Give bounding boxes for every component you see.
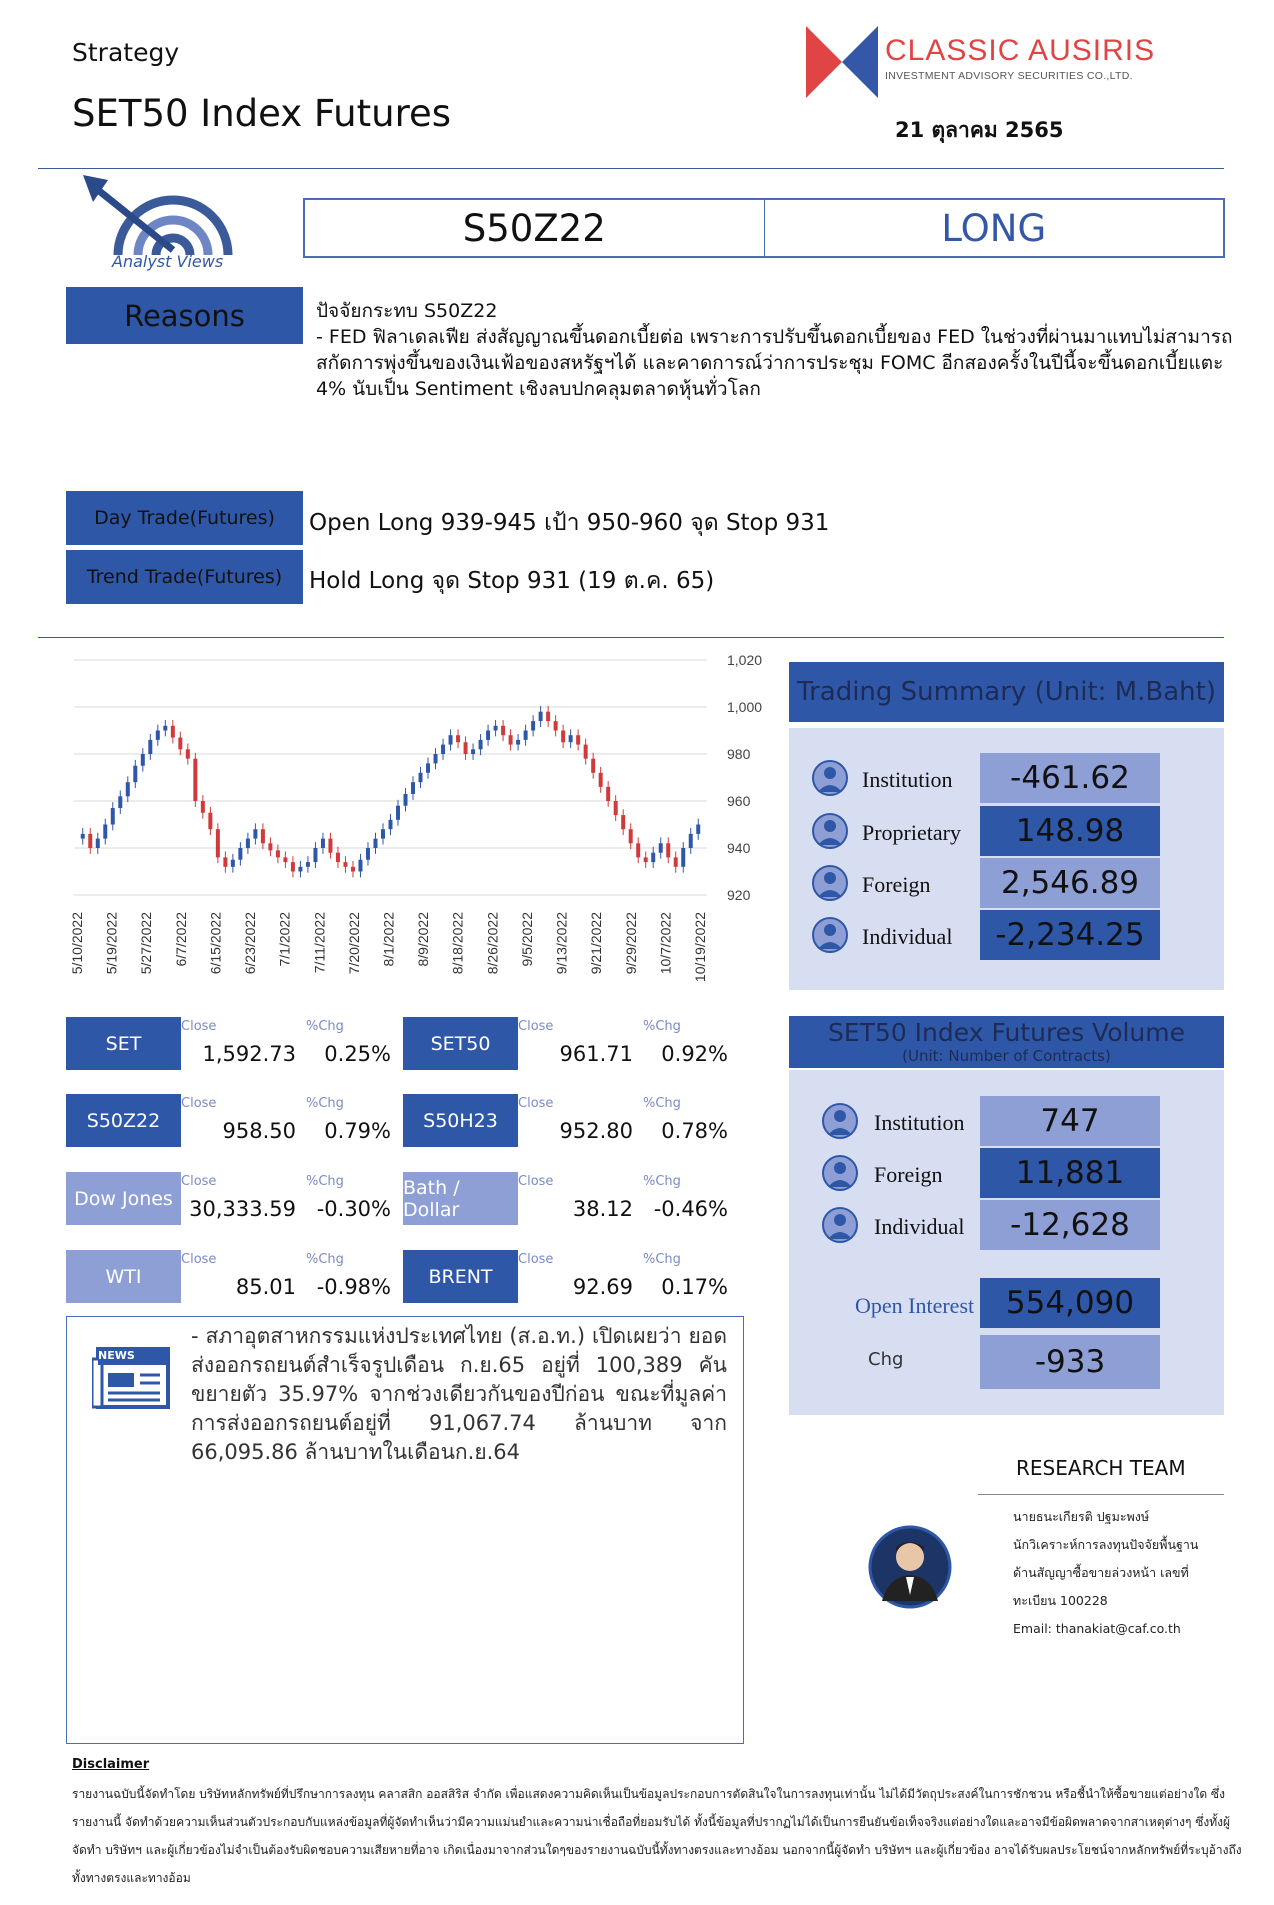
x-tick-label: 10/19/2022 xyxy=(692,912,708,983)
market-chg-value: 0.78% xyxy=(661,1119,728,1143)
x-tick-label: 5/27/2022 xyxy=(138,912,155,975)
candle-body xyxy=(471,749,475,754)
company-logo-icon xyxy=(806,26,878,98)
market-close-value: 92.69 xyxy=(572,1275,633,1299)
close-label: Close xyxy=(181,1019,217,1034)
disclaimer-title: Disclaimer xyxy=(72,1757,150,1772)
market-name-box: WTI xyxy=(66,1250,181,1303)
candle-body xyxy=(494,726,498,731)
market-close-value: 38.12 xyxy=(572,1197,633,1221)
trend-trade-label: Trend Trade(Futures) xyxy=(66,550,303,604)
day-trade-text: Open Long 939-945 เป้า 950-960 จุด Stop 931 xyxy=(309,510,830,536)
company-name: CLASSIC AUSIRIS xyxy=(885,34,1156,67)
institution-icon xyxy=(808,758,852,798)
candle-body xyxy=(524,731,528,740)
research-team-title: RESEARCH TEAM xyxy=(1016,1456,1186,1480)
x-tick-label: 8/9/2022 xyxy=(415,912,432,967)
chg-label: %Chg xyxy=(643,1096,681,1111)
market-close-value: 30,333.59 xyxy=(189,1197,296,1221)
close-label: Close xyxy=(181,1096,217,1111)
chg-label: %Chg xyxy=(306,1019,344,1034)
candle-body xyxy=(208,813,212,829)
candle-body xyxy=(246,839,250,848)
market-close-value: 1,592.73 xyxy=(202,1042,296,1066)
volume-value: 747 xyxy=(980,1096,1160,1146)
market-name-box: S50Z22 xyxy=(66,1094,181,1147)
research-divider xyxy=(978,1494,1224,1495)
candle-body xyxy=(381,829,385,838)
strategy-label: Strategy xyxy=(72,38,180,67)
candle-body xyxy=(621,815,625,829)
candle-body xyxy=(223,857,227,866)
volume-label: Foreign xyxy=(874,1162,943,1187)
close-label: Close xyxy=(518,1096,554,1111)
y-tick-label: 920 xyxy=(727,887,751,903)
candle-body xyxy=(569,735,573,742)
candle-body xyxy=(133,766,137,782)
candle-body xyxy=(531,721,535,730)
candle-body xyxy=(336,853,340,862)
trading-summary-value: -2,234.25 xyxy=(980,910,1160,960)
candle-body xyxy=(118,796,122,808)
market-chg-value: 0.92% xyxy=(661,1042,728,1066)
y-tick-label: 1,020 xyxy=(727,652,763,668)
volume-row-icon xyxy=(818,1101,862,1141)
candle-body xyxy=(103,825,107,839)
x-tick-label: 8/26/2022 xyxy=(484,912,501,975)
volume-title-box xyxy=(789,1016,1224,1068)
y-tick-label: 960 xyxy=(727,793,751,809)
close-label: Close xyxy=(518,1174,554,1189)
chg-label: Chg xyxy=(868,1349,904,1370)
report-date: 21 ตุลาคม 2565 xyxy=(895,118,1064,142)
reasons-text xyxy=(316,298,1241,402)
candle-body xyxy=(389,820,393,829)
candle-body xyxy=(298,867,302,872)
candle-body xyxy=(539,712,543,721)
x-tick-label: 5/19/2022 xyxy=(103,912,120,975)
candle-body xyxy=(178,738,182,750)
x-tick-label: 8/1/2022 xyxy=(380,912,397,967)
candle-body xyxy=(419,773,423,782)
candle-body xyxy=(659,843,663,852)
candle-body xyxy=(81,834,85,839)
open-interest-label: Open Interest xyxy=(855,1293,975,1318)
y-tick-label: 1,000 xyxy=(727,699,763,715)
candle-body xyxy=(696,825,700,834)
candle-body xyxy=(591,759,595,773)
candle-body xyxy=(171,726,175,738)
close-label: Close xyxy=(518,1252,554,1267)
trend-trade-text: Hold Long จุด Stop 931 (19 ต.ค. 65) xyxy=(309,568,715,594)
trading-summary-label: Proprietary xyxy=(862,820,961,845)
news-text: - สภาอุตสาหกรรมแห่งประเทศไทย (ส.อ.ท.) เปิดเผยว่า ยอดส่งออกรถยนต์สำเร็จรูปเดือน ก.ย.65 อยู่ที่ 100,389 คัน ขยายตัว 35.97% จากช่วงเดียวกันของปีก่อน ขณะที่มูลค่าการส่งออกรถยนต์อยู่ที่ 91,067.74 ล้านบาท จาก 66,095.86 ล้านบาทในเดือนก.ย.64 xyxy=(191,1324,727,1464)
day-trade-label: Day Trade(Futures) xyxy=(66,491,303,545)
volume-label: Institution xyxy=(874,1110,965,1135)
candle-body xyxy=(193,759,197,801)
close-label: Close xyxy=(181,1174,217,1189)
candle-body xyxy=(509,735,513,744)
trading-summary-value: 2,546.89 xyxy=(980,858,1160,908)
chg-label: %Chg xyxy=(643,1174,681,1189)
reasons-label: Reasons xyxy=(66,287,303,344)
y-tick-label: 940 xyxy=(727,840,751,856)
volume-value: -12,628 xyxy=(980,1200,1160,1250)
open-interest-value: 554,090 xyxy=(980,1278,1160,1328)
oi-chg-value: -933 xyxy=(980,1335,1160,1389)
candle-body xyxy=(674,857,678,866)
candle-body xyxy=(456,735,460,742)
company-subtitle: INVESTMENT ADVISORY SECURITIES CO.,LTD. xyxy=(885,70,1133,82)
volume-label: Individual xyxy=(874,1214,965,1239)
trading-summary-label: Institution xyxy=(862,767,953,792)
volume-value: 11,881 xyxy=(980,1148,1160,1198)
candle-body xyxy=(561,731,565,743)
market-name-box: BRENT xyxy=(403,1250,518,1303)
candle-body xyxy=(163,726,167,731)
candle-body xyxy=(343,862,347,867)
x-tick-label: 9/5/2022 xyxy=(518,912,535,967)
candle-body xyxy=(88,834,92,848)
market-name-box: S50H23 xyxy=(403,1094,518,1147)
candle-body xyxy=(141,754,145,766)
reasons-body: - FED ฟิลาเดลเฟีย ส่งสัญญาณขึ้นดอกเบี้ยต่อ เพราะการปรับขึ้นดอกเบี้ยของ FED ในช่วงที่ผ่านมาแทบไม่สามารถสกัดการพุ่งขึ้นของเงินเฟ้อของสหรัฐฯได้ และคาดการณ์ว่าการประชุม FOMC อีกสองครั้งในปีนี้จะขึ้นดอกเบี้ยแตะ 4% นับเป็น Sentiment เชิงลบปกคลุมตลาดหุ้นทั่วโลก xyxy=(316,326,1233,400)
candle-body xyxy=(291,862,295,871)
x-tick-label: 6/23/2022 xyxy=(242,912,259,975)
candle-body xyxy=(96,839,100,848)
candle-body xyxy=(156,731,160,740)
candle-body xyxy=(441,745,445,754)
candle-body xyxy=(313,848,317,862)
candle-body xyxy=(629,829,633,843)
ticker-position: LONG xyxy=(764,200,1224,256)
section-divider xyxy=(38,637,1224,638)
market-chg-value: -0.98% xyxy=(316,1275,391,1299)
analyst-views-label: Analyst Views xyxy=(112,252,224,271)
x-tick-label: 5/10/2022 xyxy=(69,912,85,975)
news-badge: NEWS xyxy=(98,1349,135,1362)
candle-body xyxy=(651,853,655,862)
x-tick-label: 9/13/2022 xyxy=(553,912,570,975)
candle-body xyxy=(276,850,280,857)
close-label: Close xyxy=(181,1252,217,1267)
analyst-avatar xyxy=(868,1525,952,1609)
volume-subtitle: (Unit: Number of Contracts) xyxy=(902,1047,1111,1065)
x-tick-label: 9/21/2022 xyxy=(588,912,605,975)
candle-body xyxy=(404,794,408,806)
proprietary-icon xyxy=(808,811,852,851)
x-tick-label: 8/18/2022 xyxy=(449,912,466,975)
foreign-icon xyxy=(808,863,852,903)
analyst-info-line: นักวิเคราะห์การลงทุนปัจจัยพื้นฐาน xyxy=(1013,1537,1199,1552)
header-divider xyxy=(38,168,1224,169)
x-tick-label: 6/15/2022 xyxy=(207,912,224,975)
candle-body xyxy=(449,735,453,744)
ticker-box xyxy=(303,198,1225,258)
market-chg-value: -0.46% xyxy=(653,1197,728,1221)
candle-body xyxy=(554,721,558,730)
volume-row-icon xyxy=(818,1153,862,1193)
trading-summary-label: Individual xyxy=(862,924,953,949)
candle-body xyxy=(253,829,257,838)
candle-body xyxy=(321,839,325,848)
trading-summary-value: -461.62 xyxy=(980,753,1160,803)
candle-body xyxy=(186,749,190,758)
analyst-info xyxy=(1013,1503,1198,1643)
candle-body xyxy=(358,860,362,872)
analyst-info-line: ทะเบียน 100228 xyxy=(1013,1593,1108,1608)
candle-body xyxy=(644,857,648,862)
trading-summary-title: Trading Summary (Unit: M.Baht) xyxy=(789,662,1224,722)
candle-body xyxy=(126,782,130,796)
candle-body xyxy=(479,740,483,749)
candle-body xyxy=(666,843,670,857)
market-close-value: 961.71 xyxy=(559,1042,633,1066)
market-chg-value: 0.79% xyxy=(324,1119,391,1143)
candle-body xyxy=(396,806,400,820)
disclaimer-text: รายงานฉบับนี้จัดทำโดย บริษัทหลักทรัพย์ที่ปรึกษาการลงทุน คลาสสิก ออสสิริส จำกัด เพื่อแสดงความคิดเห็นเป็นข้อมูลประกอบการตัดสินใจในการลงทุนเท่านั้น ไม่ได้มีวัตถุประสงค์ในการชักชวน หรือชี้นำให้ซื้อขายแต่อย่างใด ซึ่งรายงานนี้ จัดทำด้วยความเห็นส่วนตัวประกอบกับแหล่งข้อมูลที่ผู้จัดทำเห็นว่ามีความแม่นยำและความน่าเชื่อถือที่ยอมรับได้ ทั้งนี้ข้อมูลที่ปรากฏไม่ได้เป็นการยืนยันข้อเท็จจริงแต่อย่างใดและอาจมีข้อผิดพลาดจากสาเหตุต่างๆ ซึ่งทั้งผู้จัดทำ บริษัทฯ และผู้เกี่ยวข้องไม่จำเป็นต้องรับผิดชอบความเสียหายที่อาจ เกิดเนื่องมาจากส่วนใดๆของรายงานฉบับนี้ทั้งทางตรงและทางอ้อม นอกจากนี้ผู้จัดทำ บริษัทฯ และผู้เกี่ยวข้อง อาจได้รับผลประโยชน์จากหลักทรัพย์ที่ระบุอ้างถึงทั้งทางตรงและทางอ้อม xyxy=(72,1787,1242,1885)
candle-body xyxy=(546,712,550,721)
close-label: Close xyxy=(518,1019,554,1034)
candle-body xyxy=(411,782,415,794)
x-tick-label: 10/7/2022 xyxy=(657,912,674,975)
candle-body xyxy=(426,763,430,772)
candle-body xyxy=(464,742,468,754)
x-tick-label: 6/7/2022 xyxy=(172,912,189,967)
candle-body xyxy=(486,731,490,740)
trading-summary-label: Foreign xyxy=(862,872,931,897)
ticker-symbol: S50Z22 xyxy=(462,206,606,250)
chg-label: %Chg xyxy=(643,1252,681,1267)
analyst-info-line: Email: thanakiat@caf.co.th xyxy=(1013,1621,1181,1636)
analyst-info-line: ด้านสัญญาซื้อขายล่วงหน้า เลขที่ xyxy=(1013,1565,1189,1580)
market-name-box: Dow Jones xyxy=(66,1172,181,1225)
candle-body xyxy=(268,843,272,850)
candle-body xyxy=(306,862,310,867)
market-name-box: Bath / Dollar xyxy=(403,1172,518,1225)
candle-body xyxy=(584,745,588,759)
volume-title: SET50 Index Futures Volume xyxy=(827,1018,1186,1047)
individual-icon xyxy=(808,915,852,955)
market-chg-value: -0.30% xyxy=(316,1197,391,1221)
market-close-value: 952.80 xyxy=(559,1119,633,1143)
candle-body xyxy=(599,773,603,787)
candle-body xyxy=(516,740,520,745)
candle-body xyxy=(231,860,235,867)
candle-body xyxy=(373,839,377,848)
candle-body xyxy=(576,735,580,744)
candle-body xyxy=(261,829,265,843)
market-chg-value: 0.25% xyxy=(324,1042,391,1066)
trading-summary-value: 148.98 xyxy=(980,806,1160,856)
y-tick-label: 980 xyxy=(727,746,751,762)
chg-label: %Chg xyxy=(643,1019,681,1034)
candle-body xyxy=(111,808,115,824)
candle-body xyxy=(606,787,610,801)
candle-body xyxy=(283,857,287,862)
candle-body xyxy=(681,848,685,867)
analyst-info-line: นายธนะเกียรติ ปฐมะพงษ์ xyxy=(1013,1509,1150,1524)
chg-label: %Chg xyxy=(306,1174,344,1189)
price-chart xyxy=(62,650,782,1000)
candle-body xyxy=(351,867,355,872)
market-close-value: 85.01 xyxy=(235,1275,296,1299)
candle-body xyxy=(614,801,618,815)
page-title: SET50 Index Futures xyxy=(72,92,452,135)
candle-body xyxy=(689,834,693,848)
market-name-box: SET50 xyxy=(403,1017,518,1070)
candle-body xyxy=(366,848,370,860)
reasons-heading: ปัจจัยกระทบ S50Z22 xyxy=(316,300,498,322)
volume-row-icon xyxy=(818,1205,862,1245)
x-tick-label: 7/20/2022 xyxy=(345,912,362,975)
x-tick-label: 9/29/2022 xyxy=(622,912,639,975)
chg-label: %Chg xyxy=(306,1096,344,1111)
candle-body xyxy=(501,726,505,735)
market-chg-value: 0.17% xyxy=(661,1275,728,1299)
x-tick-label: 7/1/2022 xyxy=(276,912,293,967)
candle-body xyxy=(434,754,438,763)
candle-body xyxy=(216,829,220,857)
x-tick-label: 7/11/2022 xyxy=(311,912,328,974)
candle-body xyxy=(201,801,205,813)
market-name-box: SET xyxy=(66,1017,181,1070)
candle-body xyxy=(238,848,242,860)
chg-label: %Chg xyxy=(306,1252,344,1267)
market-close-value: 958.50 xyxy=(222,1119,296,1143)
candle-body xyxy=(636,843,640,857)
candle-body xyxy=(148,740,152,754)
candle-body xyxy=(328,839,332,853)
